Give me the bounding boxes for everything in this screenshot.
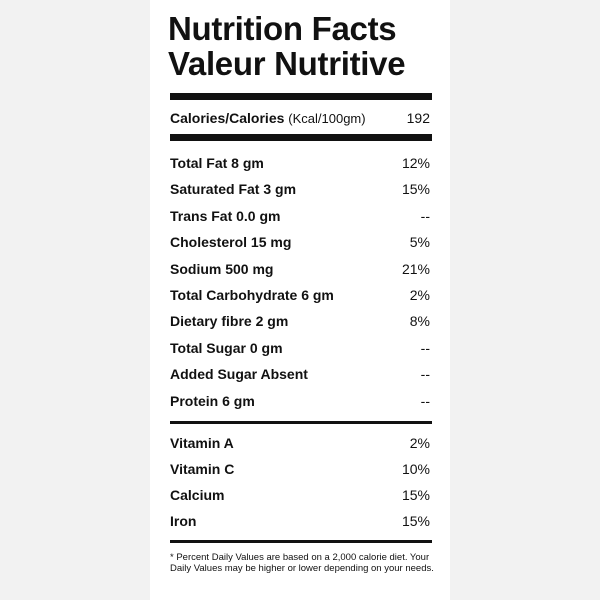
calories-row	[170, 108, 432, 128]
thin-divider-vitamins	[170, 421, 432, 424]
nutrient-value: 8%	[409, 313, 430, 329]
nutrient-value: 21%	[401, 261, 430, 277]
nutrient-name: Saturated Fat 3 gm	[170, 181, 297, 197]
vitamin-row	[170, 459, 432, 479]
nutrient-value: 15%	[401, 181, 430, 197]
vitamin-name: Vitamin A	[170, 435, 234, 451]
calories-label: Calories/Calories (Kcal/100gm)	[170, 110, 366, 126]
vitamin-name: Vitamin C	[170, 461, 235, 477]
nutrient-row	[170, 259, 432, 279]
nutrient-name: Total Sugar 0 gm	[170, 340, 283, 356]
thin-divider-footnote	[170, 540, 432, 543]
vitamin-value: 15%	[401, 487, 430, 503]
title-french: Valeur Nutritive	[168, 45, 406, 82]
nutrient-row	[170, 153, 432, 173]
nutrient-value: 12%	[401, 155, 430, 171]
nutrient-value: 2%	[409, 287, 430, 303]
nutrient-row	[170, 179, 432, 199]
nutrient-row	[170, 338, 432, 358]
calories-unit: (Kcal/100gm)	[288, 111, 366, 126]
calories-value: 192	[406, 110, 430, 126]
nutrient-value: --	[420, 340, 430, 356]
nutrient-value: --	[420, 393, 430, 409]
nutrient-row	[170, 206, 432, 226]
vitamin-name: Calcium	[170, 487, 225, 503]
nutrient-name: Protein 6 gm	[170, 393, 255, 409]
vitamin-value: 10%	[401, 461, 430, 477]
nutrient-row	[170, 232, 432, 252]
vitamin-name: Iron	[170, 513, 197, 529]
nutrient-name: Cholesterol 15 mg	[170, 234, 292, 250]
nutrient-name: Added Sugar Absent	[170, 366, 308, 382]
nutrient-name: Dietary fibre 2 gm	[170, 313, 289, 329]
vitamin-row	[170, 485, 432, 505]
nutrient-value: --	[420, 208, 430, 224]
nutrient-value: --	[420, 366, 430, 382]
nutrient-name: Total Carbohydrate 6 gm	[170, 287, 334, 303]
daily-value-footnote: * Percent Daily Values are based on a 2,000 calorie diet. Your Daily Values may be higher or lower depending on your needs.	[170, 552, 434, 574]
title-english: Nutrition Facts	[168, 10, 397, 47]
vitamin-value: 15%	[401, 513, 430, 529]
thick-divider-calories	[170, 134, 432, 141]
nutrient-name: Sodium 500 mg	[170, 261, 274, 277]
nutrient-row	[170, 311, 432, 331]
nutrient-row	[170, 285, 432, 305]
vitamin-row	[170, 433, 432, 453]
vitamin-row	[170, 511, 432, 531]
thick-divider-top	[170, 93, 432, 100]
nutrient-value: 5%	[409, 234, 430, 250]
nutrient-name: Trans Fat 0.0 gm	[170, 208, 281, 224]
vitamin-value: 2%	[409, 435, 430, 451]
nutrient-row	[170, 391, 432, 411]
nutrient-name: Total Fat 8 gm	[170, 155, 264, 171]
nutrient-row	[170, 364, 432, 384]
